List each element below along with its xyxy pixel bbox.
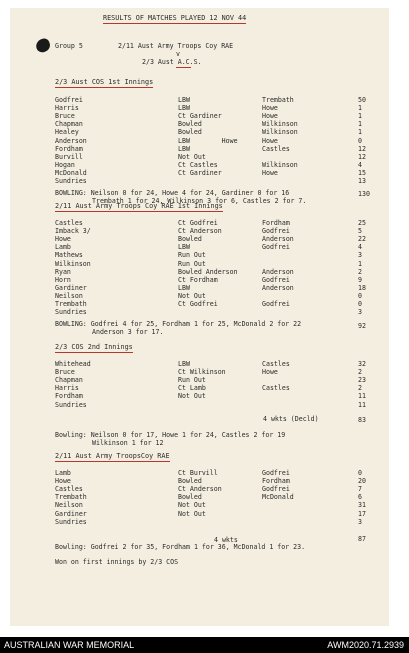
dismissal: LBW: [178, 96, 190, 104]
runs: 2: [358, 368, 362, 377]
batsman-name: Horn: [55, 275, 71, 284]
dismissal: Not Out: [178, 152, 206, 161]
batsman-name: Neilson: [55, 291, 83, 300]
page-title: RESULTS OF MATCHES PLAYED 12 NOV 44: [103, 14, 247, 22]
batsman-name: Harris: [55, 104, 79, 113]
dismissal: Ct Anderson: [178, 227, 222, 236]
bowling-figures: BOWLING: Godfrei 4 for 25, Fordham 1 for 25, McDonald 2 for 22: [55, 320, 302, 328]
bowler-name: Godfrei: [262, 485, 290, 494]
bowler-name: McDonald: [262, 493, 294, 502]
wickets-note: 4 wkts: [214, 536, 238, 544]
divider: [176, 67, 191, 68]
batsman-name: Bruce: [55, 112, 75, 121]
batting-row: [0, 235, 400, 243]
runs: 15: [358, 168, 366, 177]
bowler-name: Fordham: [262, 219, 290, 227]
runs: 3: [358, 251, 362, 260]
dismissal: Bowled Anderson: [178, 267, 238, 276]
dismissal: LBW: [178, 104, 190, 113]
dismissal: Bowled: [178, 120, 202, 129]
batting-row: [0, 120, 400, 128]
dismissal: LBW: [178, 243, 190, 252]
batsman-name: Lamb: [55, 469, 71, 477]
bowler-name: Godfrei: [262, 275, 290, 284]
runs: 32: [358, 360, 366, 368]
batting-row: [0, 376, 400, 384]
batsman-name: Howe: [55, 477, 71, 486]
match-home-team: 2/11 Aust Army Troops Coy RAE: [118, 42, 234, 50]
runs: 25: [358, 219, 366, 227]
batsman-name: Neilson: [55, 501, 83, 510]
runs: 1: [358, 259, 362, 268]
runs: 0: [358, 469, 362, 477]
batsman-name: Howe: [55, 235, 71, 244]
innings-heading-text: 2/11 Aust Army TroopsCoy RAE: [55, 452, 170, 460]
bowler-name: Castles: [262, 360, 290, 368]
batting-row: [0, 469, 400, 477]
dismissal: Ct Gardiner: [178, 168, 222, 177]
innings-heading: [55, 343, 133, 351]
bowling-figures: Bowling: Neilson 0 for 17, Howe 1 for 24, Castles 2 for 19: [55, 431, 286, 439]
runs: 3: [358, 308, 362, 317]
innings-heading-text: 2/11 Aust Army Troops Coy RAE 1st Innings: [55, 202, 223, 210]
innings-heading-text: 2/3 Aust COS 1st Innings: [55, 78, 154, 86]
bowler-name: Wilkinson: [262, 160, 298, 169]
batting-row: [0, 177, 400, 185]
batting-row: [0, 219, 400, 227]
batting-row: [0, 493, 400, 501]
runs: 12: [358, 152, 366, 161]
runs: 11: [358, 392, 366, 401]
runs: 13: [358, 177, 366, 185]
dismissal: LBW: [178, 283, 190, 292]
runs: 50: [358, 96, 366, 104]
match-versus: v: [176, 50, 180, 58]
batsman-name: Harris: [55, 384, 79, 393]
dismissal: Ct Godfrei: [178, 219, 218, 227]
runs: 2: [358, 384, 362, 393]
batting-row: [0, 276, 400, 284]
batting-row: [0, 96, 400, 104]
dismissal: Ct Godfrei: [178, 300, 218, 308]
dismissal: LBW Howe: [178, 136, 238, 145]
dismissal: Ct Fordham: [178, 275, 218, 284]
runs: 2: [358, 267, 362, 276]
runs: 1: [358, 104, 362, 113]
archive-footer: [0, 637, 409, 653]
runs: 0: [358, 136, 362, 145]
innings-heading: [55, 452, 170, 460]
dismissal: Ct Lamb: [178, 384, 206, 393]
batsman-name: Lamb: [55, 243, 71, 252]
bowler-name: Howe: [262, 104, 278, 113]
batsman-name: Gardiner: [55, 509, 87, 518]
wickets-note: 4 wkts (Decld): [263, 415, 319, 423]
bowler-name: Godfrei: [262, 469, 290, 477]
dismissal: Not Out: [178, 291, 206, 300]
batsman-name: Sundries: [55, 177, 87, 185]
batting-row: [0, 112, 400, 120]
bowler-name: Anderson: [262, 267, 294, 276]
runs: 4: [358, 160, 362, 169]
batsman-name: Chapman: [55, 376, 83, 385]
batsman-name: Ryan: [55, 267, 71, 276]
dismissal: LBW: [178, 360, 190, 368]
dismissal: LBW: [178, 144, 190, 153]
dismissal: Not Out: [178, 501, 206, 510]
batting-row: [0, 169, 400, 177]
batsman-name: Mathews: [55, 251, 83, 260]
batsman-name: Fordham: [55, 144, 83, 153]
bowler-name: Trembath: [262, 96, 294, 104]
batsman-name: Wilkinson: [55, 259, 91, 268]
runs: 31: [358, 501, 366, 510]
bowling-figures: BOWLING: Neilson 0 for 24, Howe 4 for 24, Gardiner 0 for 16: [55, 189, 290, 197]
batting-row: [0, 128, 400, 136]
bowler-name: Howe: [262, 112, 278, 121]
batsman-name: Sundries: [55, 308, 87, 317]
bowler-name: Anderson: [262, 283, 294, 292]
batting-row: [0, 268, 400, 276]
innings-heading: [55, 78, 153, 86]
dismissal: Ct Castles: [178, 160, 218, 169]
innings-heading-text: 2/3 COS 2nd Innings: [55, 343, 133, 351]
batsman-name: Trembath: [55, 300, 87, 308]
batting-row: [0, 384, 400, 392]
dismissal: Ct Anderson: [178, 485, 222, 494]
batsman-name: Castles: [55, 219, 83, 227]
batting-row: [0, 401, 400, 409]
runs: 7: [358, 485, 362, 494]
batting-row: [0, 392, 400, 400]
batting-row: [0, 300, 400, 308]
bowler-name: Howe: [262, 136, 278, 145]
batsman-name: McDonald: [55, 168, 87, 177]
batsman-name: Trembath: [55, 493, 87, 502]
batsman-name: Anderson: [55, 136, 87, 145]
innings-total: 87: [358, 535, 366, 543]
bowling-figures: Trembath 1 for 24, Wilkinson 3 for 6, Castles 2 for 7.: [92, 197, 307, 205]
batsman-name: Hogan: [55, 160, 75, 169]
runs: 1: [358, 120, 362, 129]
dismissal: Bowled: [178, 493, 202, 502]
batsman-name: Castles: [55, 485, 83, 494]
dismissal: Ct Wilkinson: [178, 368, 226, 377]
batting-row: [0, 485, 400, 493]
dismissal: Run Out: [178, 251, 206, 260]
runs: 0: [358, 300, 362, 308]
batting-row: [0, 153, 400, 161]
batsman-name: Imback 3/: [55, 227, 91, 236]
batting-row: [0, 251, 400, 259]
batting-row: [0, 161, 400, 169]
batting-row: [0, 360, 400, 368]
runs: 1: [358, 112, 362, 121]
bowling-figures: Bowling: Godfrei 2 for 35, Fordham 1 for 36, McDonald 1 for 23.: [55, 543, 306, 551]
footer-accession: AWM2020.71.2939: [327, 640, 404, 650]
match-result: Won on first innings by 2/3 COS: [55, 558, 179, 566]
innings-heading: [55, 202, 223, 210]
batting-row: [0, 284, 400, 292]
batsman-name: Bruce: [55, 368, 75, 377]
dismissal: Run Out: [178, 259, 206, 268]
bowler-name: Howe: [262, 168, 278, 177]
batting-row: [0, 501, 400, 509]
bowler-name: Godfrei: [262, 243, 290, 252]
batting-row: [0, 227, 400, 235]
footer-institution: AUSTRALIAN WAR MEMORIAL: [4, 640, 135, 650]
batting-row: [0, 308, 400, 316]
batting-row: [0, 292, 400, 300]
runs: 3: [358, 517, 362, 526]
bowler-name: Castles: [262, 144, 290, 153]
runs: 9: [358, 275, 362, 284]
batsman-name: Whitehead: [55, 360, 91, 368]
batting-row: [0, 518, 400, 526]
batsman-name: Gardiner: [55, 283, 87, 292]
dismissal: Run Out: [178, 376, 206, 385]
batting-row: [0, 145, 400, 153]
innings-total: 92: [358, 322, 366, 330]
bowling-figures: Anderson 3 for 17.: [92, 328, 164, 336]
dismissal: Bowled: [178, 128, 202, 137]
dismissal: Not Out: [178, 392, 206, 401]
batting-row: [0, 260, 400, 268]
batting-row: [0, 243, 400, 251]
bowling-figures: Wilkinson 1 for 12: [92, 439, 164, 447]
match-away-team: 2/3 Aust A.C.S.: [142, 58, 202, 66]
bowler-name: Anderson: [262, 235, 294, 244]
bowler-name: Howe: [262, 368, 278, 377]
batsman-name: Healey: [55, 128, 79, 137]
batsman-name: Fordham: [55, 392, 83, 401]
bowler-name: Godfrei: [262, 227, 290, 236]
batting-row: [0, 137, 400, 145]
innings-total: 83: [358, 416, 366, 424]
runs: 0: [358, 291, 362, 300]
batting-row: [0, 104, 400, 112]
runs: 22: [358, 235, 366, 244]
bowler-name: Wilkinson: [262, 128, 298, 137]
batsman-name: Sundries: [55, 517, 87, 526]
runs: 23: [358, 376, 366, 385]
runs: 18: [358, 283, 366, 292]
batsman-name: Sundries: [55, 400, 87, 409]
runs: 11: [358, 400, 366, 409]
dismissal: Not Out: [178, 509, 206, 518]
innings-total: 130: [358, 190, 370, 198]
bowler-name: Godfrei: [262, 300, 290, 308]
dismissal: Ct Gardiner: [178, 112, 222, 121]
batting-row: [0, 477, 400, 485]
batsman-name: Godfrei: [55, 96, 83, 104]
bowler-name: Wilkinson: [262, 120, 298, 129]
group-label: Group 5: [55, 42, 83, 50]
batting-row: [0, 368, 400, 376]
batsman-name: Chapman: [55, 120, 83, 129]
runs: 6: [358, 493, 362, 502]
bowler-name: Castles: [262, 384, 290, 393]
dismissal: Bowled: [178, 477, 202, 486]
runs: 4: [358, 243, 362, 252]
batting-row: [0, 510, 400, 518]
dismissal: Ct Burvill: [178, 469, 218, 477]
runs: 5: [358, 227, 362, 236]
bowler-name: Fordham: [262, 477, 290, 486]
runs: 12: [358, 144, 366, 153]
runs: 17: [358, 509, 366, 518]
runs: 20: [358, 477, 366, 486]
runs: 1: [358, 128, 362, 137]
dismissal: Bowled: [178, 235, 202, 244]
batsman-name: Burvill: [55, 152, 83, 161]
